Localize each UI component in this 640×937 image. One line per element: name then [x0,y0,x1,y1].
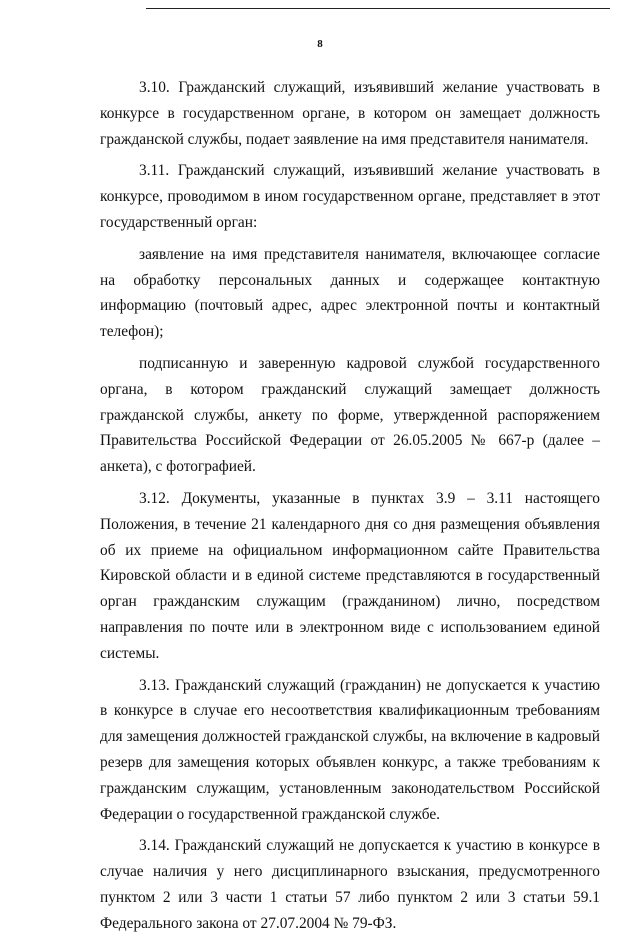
document-body [100,75,600,937]
paragraph-3-10: 3.10. Гражданский служащий, изъявивший желание участвовать в конкурсе в государственном органе, в котором он замещает должность гражданской службы, подает заявление на имя представителя нанимателя. [100,79,600,148]
paragraph-3-14: 3.14. Гражданский служащий не допускается к участию в конкурсе в случае наличия у него дисциплинарного взыскания, предусмотренного пунктом 2 или 3 части 1 статьи 57 либо пунктом 2 или 3 статьи 59.1 Федерального закона от 27.07.2004 № 79-ФЗ. [100,837,600,932]
paragraph-3-13: 3.13. Гражданский служащий (гражданин) не допускается к участию в конкурсе в случае его несоответствия квалификационным требованиям для замещения должностей гражданской службы, на включение в кадровый резерв для замещения которых объявлен конкурс, а также требованиям к гражданским служащим, установленным законодательством Российской Федерации о государственной гражданской службе. [100,676,600,823]
top-rule [146,8,610,9]
page-number: 8 [317,38,323,50]
paragraph-application: заявление на имя представителя нанимателя, включающее согласие на обработку персональных данных и содержащее контактную информацию (почтовый адрес, адрес электронной почты и контактный телефон); [100,245,600,341]
paragraph-3-11: 3.11. Гражданский служащий, изъявивший желание участвовать в конкурсе, проводимом в ином государственном органе, представляет в этот государственный орган: [100,162,600,231]
paragraph-questionnaire: подписанную и заверенную кадровой службой государственного органа, в котором гражданский служащий замещает должность гражданской службы, анкету по форме, утвержденной распоряжением Правительства Российской Федерации от 26.05.2005 № 667-р (далее – анкета), с фотографией. [100,354,600,476]
paragraph-3-12: 3.12. Документы, указанные в пунктах 3.9 – 3.11 настоящего Положения, в течение 21 календарного дня со дня размещения объявления об их приеме на официальном информационном сайте Правительства Кировской области и в единой системе представляются в государственный орган гражданским служащим (гражданином) лично, посредством направления по почте или в электронном виде с использованием единой системы. [100,489,600,662]
